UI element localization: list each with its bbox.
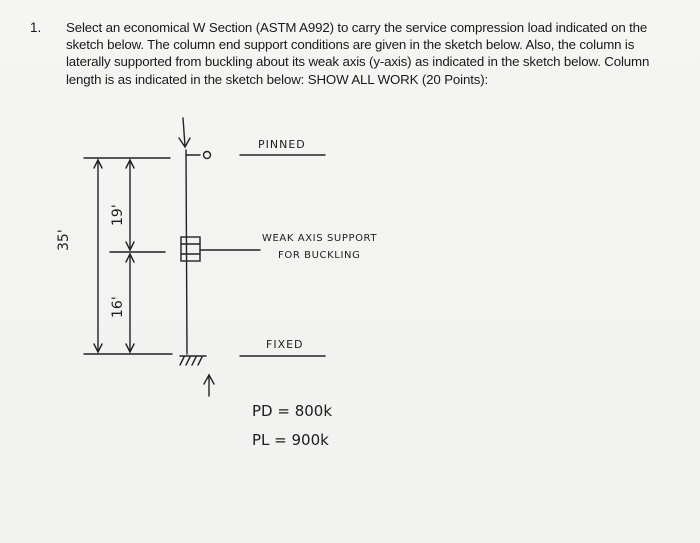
live-load-label: PL = 900k [252, 431, 329, 449]
pin-circle [204, 152, 211, 159]
bottom-support-label: FIXED [266, 338, 304, 351]
total-length-label: 35' [56, 229, 72, 251]
load-arrow-top [183, 118, 185, 146]
lower-length-label: 16' [110, 296, 126, 318]
top-support-label: PINNED [258, 138, 306, 151]
brace-symbol [181, 237, 200, 261]
question-line: length is as indicated in the sketch below: SHOW ALL WORK (20 Points): [66, 71, 489, 87]
question-line: sketch below. The column end support conditions are given in the sketch below. Also, the column is [66, 37, 635, 53]
dead-load-label: PD = 800k [252, 402, 333, 420]
question-number: 1. [30, 20, 42, 35]
mid-support-label-2: FOR BUCKLING [278, 250, 361, 261]
mid-support-label: WEAK AXIS SUPPORT [262, 233, 378, 244]
column-line [186, 150, 187, 354]
upper-length-label: 19' [110, 204, 126, 226]
question-line: laterally supported from buckling about its weak axis (y-axis) as indicated in the sketch below. Column [66, 54, 650, 70]
question-line: Select an economical W Section (ASTM A992) to carry the service compression load indicated on the [66, 20, 648, 35]
